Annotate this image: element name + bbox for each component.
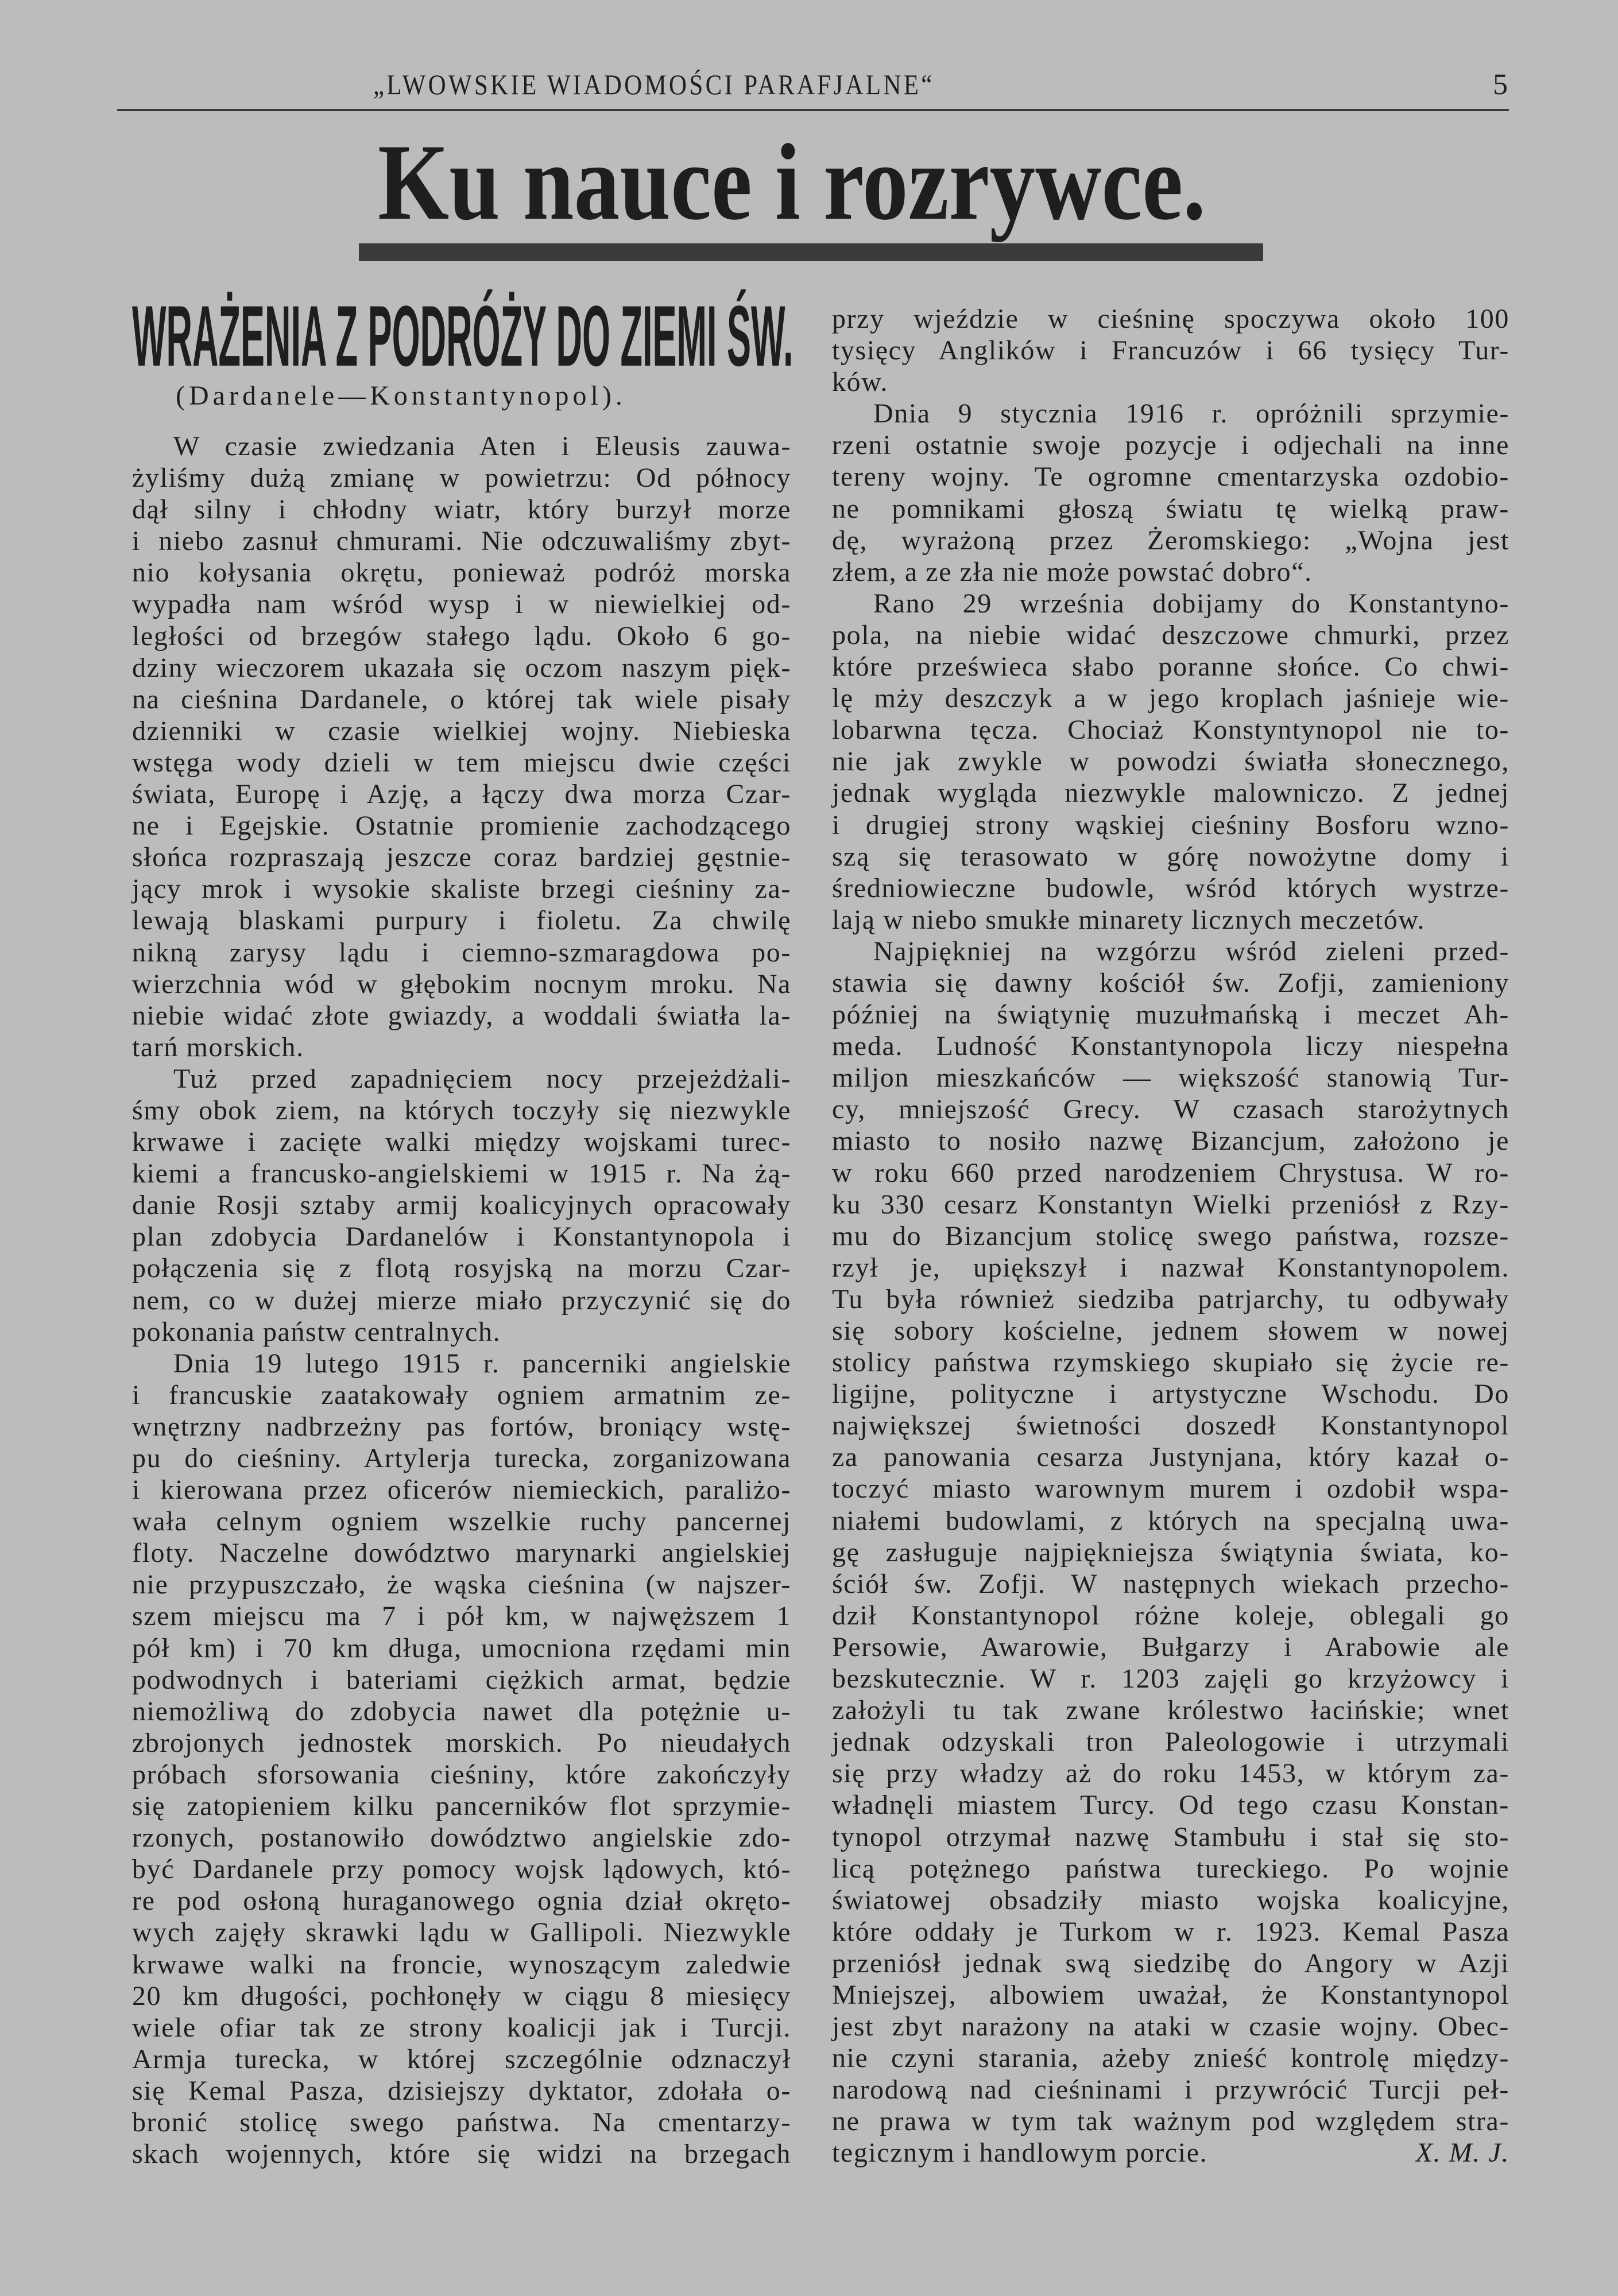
header-rule (117, 109, 1509, 111)
text-line: niebie widać złote gwiazdy, a woddali światła la- (132, 1000, 791, 1031)
text-line: pokonania państw centralnych. (132, 1316, 501, 1347)
text-line: lobarwna tęcza. Chociaż Konstyntynopol nie to- (832, 715, 1509, 746)
text-line: Tuż przed zapadnięciem nocy przejeżdżali- (173, 1063, 791, 1094)
article-heading: WRAŻENIA Z PODRÓŻY DO ZIEMI ŚW. (132, 288, 793, 384)
text-line: Dnia 19 lutego 1915 r. pancerniki angielskie (173, 1348, 791, 1379)
text-line: być Dardanele przy pomocy wojsk lądowych, któ- (132, 1854, 791, 1885)
text-line: 20 km długości, pochłonęły w ciągu 8 miesięcy (132, 1980, 791, 2011)
text-line: później na świątynię muzułmańską i meczet Ah- (832, 999, 1509, 1030)
text-line: w roku 660 przed narodzeniem Chrystusa. W ro- (832, 1157, 1509, 1188)
paragraph (132, 1063, 791, 1348)
text-line: słońca rozpraszają jeszcze coraz bardziej gęstnie- (132, 842, 791, 873)
text-line: które prześwieca słabo poranne słońce. Co chwi- (832, 651, 1509, 682)
text-line: się zatopieniem kilku pancerników flot sprzymie- (132, 1791, 791, 1822)
text-line: się sobory kościelne, jednem słowem w nowej (832, 1316, 1509, 1346)
text-line: się przy władzy aż do roku 1453, w którym za- (832, 1758, 1509, 1789)
text-line: wierzchnia wód w głębokim nocnym mroku. Na (132, 968, 791, 999)
text-line: ligijne, polityczne i artystyczne Wschodu. Do (832, 1379, 1509, 1410)
text-line: cy, mniejszość Grecy. W czasach starożytnych (832, 1094, 1509, 1125)
title-bar-divider (359, 243, 1263, 261)
text-line: Armja turecka, w której szczególnie odznaczył (132, 2043, 791, 2074)
text-line: rzył je, upiększył i nazwał Konstantynopolem. (832, 1252, 1509, 1283)
text-line: ne pomnikami głoszą światu tę wielką praw- (832, 493, 1509, 524)
article-subheading: (Dardanele—Konstantynopol). (176, 381, 626, 411)
text-line: danie Rosji sztaby armij koalicyjnych opracowały (132, 1190, 791, 1221)
text-line: wiele ofiar tak ze strony koalicji jak i Turcji. (132, 2012, 791, 2043)
text-line: bezskutecznie. W r. 1203 zajęli go krzyżowcy i (832, 1663, 1509, 1694)
text-line: W czasie zwiedzania Aten i Eleusis zauwa- (173, 431, 791, 461)
text-line: żyliśmy dużą zmianę w powietrzu: Od północy (132, 463, 791, 494)
text-line: niałemi budowlami, z których na specjalną uwa- (832, 1505, 1509, 1536)
text-line: wych zajęły skrawki lądu w Gallipoli. Niezwykle (132, 1917, 791, 1948)
text-line: przy wjeździe w cieśninę spoczywa około 100 (832, 304, 1509, 334)
text-line: średniowieczne budowle, wśród których wystrze- (832, 872, 1509, 903)
text-line: zbrojonych jednostek morskich. Po nieudałych (132, 1727, 791, 1758)
text-line: największej świetności doszedł Konstantynopol (832, 1410, 1509, 1441)
section-title: Ku nauce i rozrywce. (378, 122, 1206, 243)
text-line: re pod osłoną huraganowego ognia dział okręto- (132, 1886, 791, 1917)
text-line: kiemi a francusko-angielskiemi w 1915 r. Na żą- (132, 1158, 791, 1189)
page-number: 5 (1493, 68, 1508, 101)
text-line: pola, na niebie widać deszczowe chmurki, przez (832, 619, 1509, 650)
text-line: które oddały je Turkom w r. 1923. Kemal Pasza (832, 1916, 1509, 1947)
text-line: narodową nad cieśninami i przywrócić Turcji peł- (832, 2074, 1509, 2105)
text-line: mu do Bizancjum stolicę swego państwa, rozsze- (832, 1220, 1509, 1251)
text-line: nikną zarysy lądu i ciemno-szmaragdowa po- (132, 937, 791, 968)
text-line: Mniejszej, albowiem uważał, że Konstantynopol (832, 1979, 1509, 2010)
text-line: ściół św. Zofji. W następnych wiekach przecho- (832, 1568, 1509, 1599)
text-line: jednak wygląda niezwykle malowniczo. Z jednej (832, 778, 1509, 809)
text-line: rzonych, postanowiło dowództwo angielskie zdo- (132, 1822, 791, 1853)
text-line: jest zbyt narażony na ataki w czasie wojny. Obec- (832, 2011, 1509, 2042)
text-line: szem miejscu ma 7 i pół km, w najwęższem 1 (132, 1601, 791, 1632)
text-line: tysięcy Anglików i Francuzów i 66 tysięcy Tur- (832, 335, 1509, 366)
text-line: miasto to nosiło nazwę Bizancjum, założono je (832, 1126, 1509, 1157)
text-line: wypadła nam wśród wysp i w niewielkiej od- (132, 589, 791, 620)
text-line: dął silny i chłodny wiatr, który burzył morze (132, 494, 791, 525)
text-line: światowej obsadziły miasto wojska koalicyjne, (832, 1884, 1509, 1915)
text-line: złem, a ze zła nie może powstać dobro“. (832, 556, 1313, 587)
text-line: się Kemal Pasza, dzisiejszy dyktator, zdołała o- (132, 2075, 791, 2106)
paragraph (132, 1348, 791, 2170)
paragraph (132, 430, 791, 1063)
text-line: śmy obok ziem, na których toczyły się niezwykle (132, 1095, 791, 1126)
text-line: krwawe i zacięte walki między wojskami turec- (132, 1127, 791, 1158)
text-line: wała celnym ogniem wszelkie ruchy pancernej (132, 1506, 791, 1537)
text-line: licą potężnego państwa tureckiego. Po wojnie (832, 1853, 1509, 1884)
text-line: Rano 29 września dobijamy do Konstantyno- (873, 588, 1509, 619)
text-line: próbach sforsowania cieśniny, które zakończyły (132, 1759, 791, 1790)
text-line: ne prawa w tym tak ważnym pod względem stra- (832, 2106, 1509, 2137)
text-line: tarń morskich. (132, 1031, 304, 1062)
text-line: rzeni ostatnie swoje pozycje i odjechali na inne (832, 430, 1509, 461)
text-line: meda. Ludność Konstantynopola liczy niespełna (832, 1031, 1509, 1062)
text-line: nie czyni starania, ażeby znieść kontrolę między- (832, 2043, 1509, 2074)
text-line: niemożliwą do zdobycia nawet dla potężnie u- (132, 1696, 791, 1727)
text-line: floty. Naczelne dowództwo marynarki angielskiej (132, 1538, 791, 1569)
text-line: przeniósł jednak swą siedzibę do Angory w Azji (832, 1948, 1509, 1979)
text-line: i kierowana przez oficerów niemieckich, paraliżo- (132, 1475, 791, 1506)
right-column (832, 303, 1509, 2169)
text-line: stolicy państwa rzymskiego skupiało się życie re- (832, 1347, 1509, 1378)
text-line: plan zdobycia Dardanelów i Konstantynopola i (132, 1221, 791, 1252)
text-line: krwawe walki na froncie, wynoszącym zaledwie (132, 1949, 791, 1980)
text-line: wstęga wody dzieli w tem miejscu dwie części (132, 747, 791, 778)
text-line: lają w niebo smukłe minarety licznych meczetów. (832, 904, 1426, 935)
text-line: Tu była również siedziba patrjarchy, tu odbywały (832, 1283, 1509, 1314)
text-line: pół km) i 70 km długa, umocniona rzędami min (132, 1632, 791, 1663)
text-line: i niebo zasnuł chmurami. Nie odczuwaliśmy zbyt- (132, 526, 791, 557)
author-signature: X. M. J. (1415, 2138, 1509, 2169)
text-line: ków. (832, 367, 888, 398)
text-line: skach wojennych, które się widzi na brzegach (132, 2139, 791, 2170)
text-line: nie jak zwykle w powodzi światła słonecznego, (832, 746, 1509, 777)
text-line: ległości od brzegów stałego lądu. Około 6 go- (132, 620, 791, 651)
running-head-title: „LWOWSKIE WIADOMOŚCI PARAFJALNE“ (373, 68, 935, 100)
text-line: ne i Egejskie. Ostatnie promienie zachodzącego (132, 810, 791, 841)
text-line: jednak odzyskali tron Paleologowie i utrzymali (832, 1727, 1509, 1758)
text-line: miljon mieszkańców — większość stanowią Tur- (832, 1062, 1509, 1093)
paragraph (832, 936, 1509, 2169)
text-line: władnęli miastem Turcy. Od tego czasu Konstan- (832, 1790, 1509, 1821)
text-line: tynopol otrzymał nazwę Stambułu i stał się sto- (832, 1821, 1509, 1852)
text-line: stawia się dawny kościół św. Zofji, zamieniony (832, 967, 1509, 998)
paragraph (832, 588, 1509, 936)
text-line: lewają blaskami purpury i fioletu. Za chwilę (132, 905, 791, 936)
text-line: dę, wyrażoną przez Żeromskiego: „Wojna jest (832, 525, 1509, 556)
text-line: nie przypuszczało, że wąska cieśnina (w najszer- (132, 1569, 791, 1600)
text-line: Najpiękniej na wzgórzu wśród zieleni przed- (873, 936, 1509, 967)
text-line: nio kołysania okrętu, ponieważ podróż morska (132, 557, 791, 588)
text-line: dzienniki w czasie wielkiej wojny. Niebieska (132, 715, 791, 746)
text-line: za panowania cesarza Justynjana, który kazał o- (832, 1442, 1509, 1473)
text-line: i drugiej strony wąskiej cieśniny Bosforu wzno- (832, 809, 1509, 840)
text-line: założyli tu tak zwane królestwo łacińskie; wnet (832, 1695, 1509, 1726)
text-line: pu do cieśniny. Artylerja turecka, zorganizowana (132, 1443, 791, 1473)
text-line: i francuskie zaatakowały ogniem armatnim ze- (132, 1379, 791, 1410)
text-line: nem, co w dużej mierze miało przyczynić się do (132, 1285, 791, 1316)
text-line: połączenia się z flotą rosyjską na morzu Czar- (132, 1253, 791, 1284)
paragraph (832, 303, 1509, 398)
text-line: dził Konstantynopol różne koleje, oblegali go (832, 1600, 1509, 1631)
text-line: tegicznym i handlowym porcie. X. M. J. (832, 2138, 1509, 2169)
text-line: toczyć miasto warownym murem i ozdobił wspa- (832, 1473, 1509, 1504)
text-line: Dnia 9 stycznia 1916 r. opróżnili sprzymie- (873, 398, 1509, 429)
text-line: bronić stolicę swego państwa. Na cmentarzy- (132, 2107, 791, 2138)
text-line: na cieśnina Dardanele, o której tak wiele pisały (132, 684, 791, 715)
text-line: lę mży deszczyk a w jego kroplach jaśnieje wie- (832, 683, 1509, 714)
text-line: jący mrok i wysokie skaliste brzegi cieśniny za- (132, 874, 791, 905)
text-line: wnętrzny nadbrzeżny pas fortów, broniący wstę- (132, 1411, 791, 1442)
text-line: gę zasługuje najpiękniejsza świątynia świata, ko- (832, 1537, 1509, 1568)
text-line: szą się terasowato w górę nowożytne domy i (832, 841, 1509, 872)
text-line: tereny wojny. Te ogromne cmentarzyska ozdobio- (832, 461, 1509, 492)
text-line: podwodnych i bateriami ciężkich armat, będzie (132, 1664, 791, 1695)
text-line: Persowie, Awarowie, Bułgarzy i Arabowie ale (832, 1631, 1509, 1662)
paragraph (832, 398, 1509, 588)
left-column (132, 430, 791, 2170)
text-line: dziny wieczorem ukazała się oczom naszym pięk- (132, 652, 791, 683)
text-line: świata, Europę i Azję, a łączy dwa morza Czar- (132, 779, 791, 810)
text-line: ku 330 cesarz Konstantyn Wielki przeniósł z Rzy- (832, 1189, 1509, 1220)
